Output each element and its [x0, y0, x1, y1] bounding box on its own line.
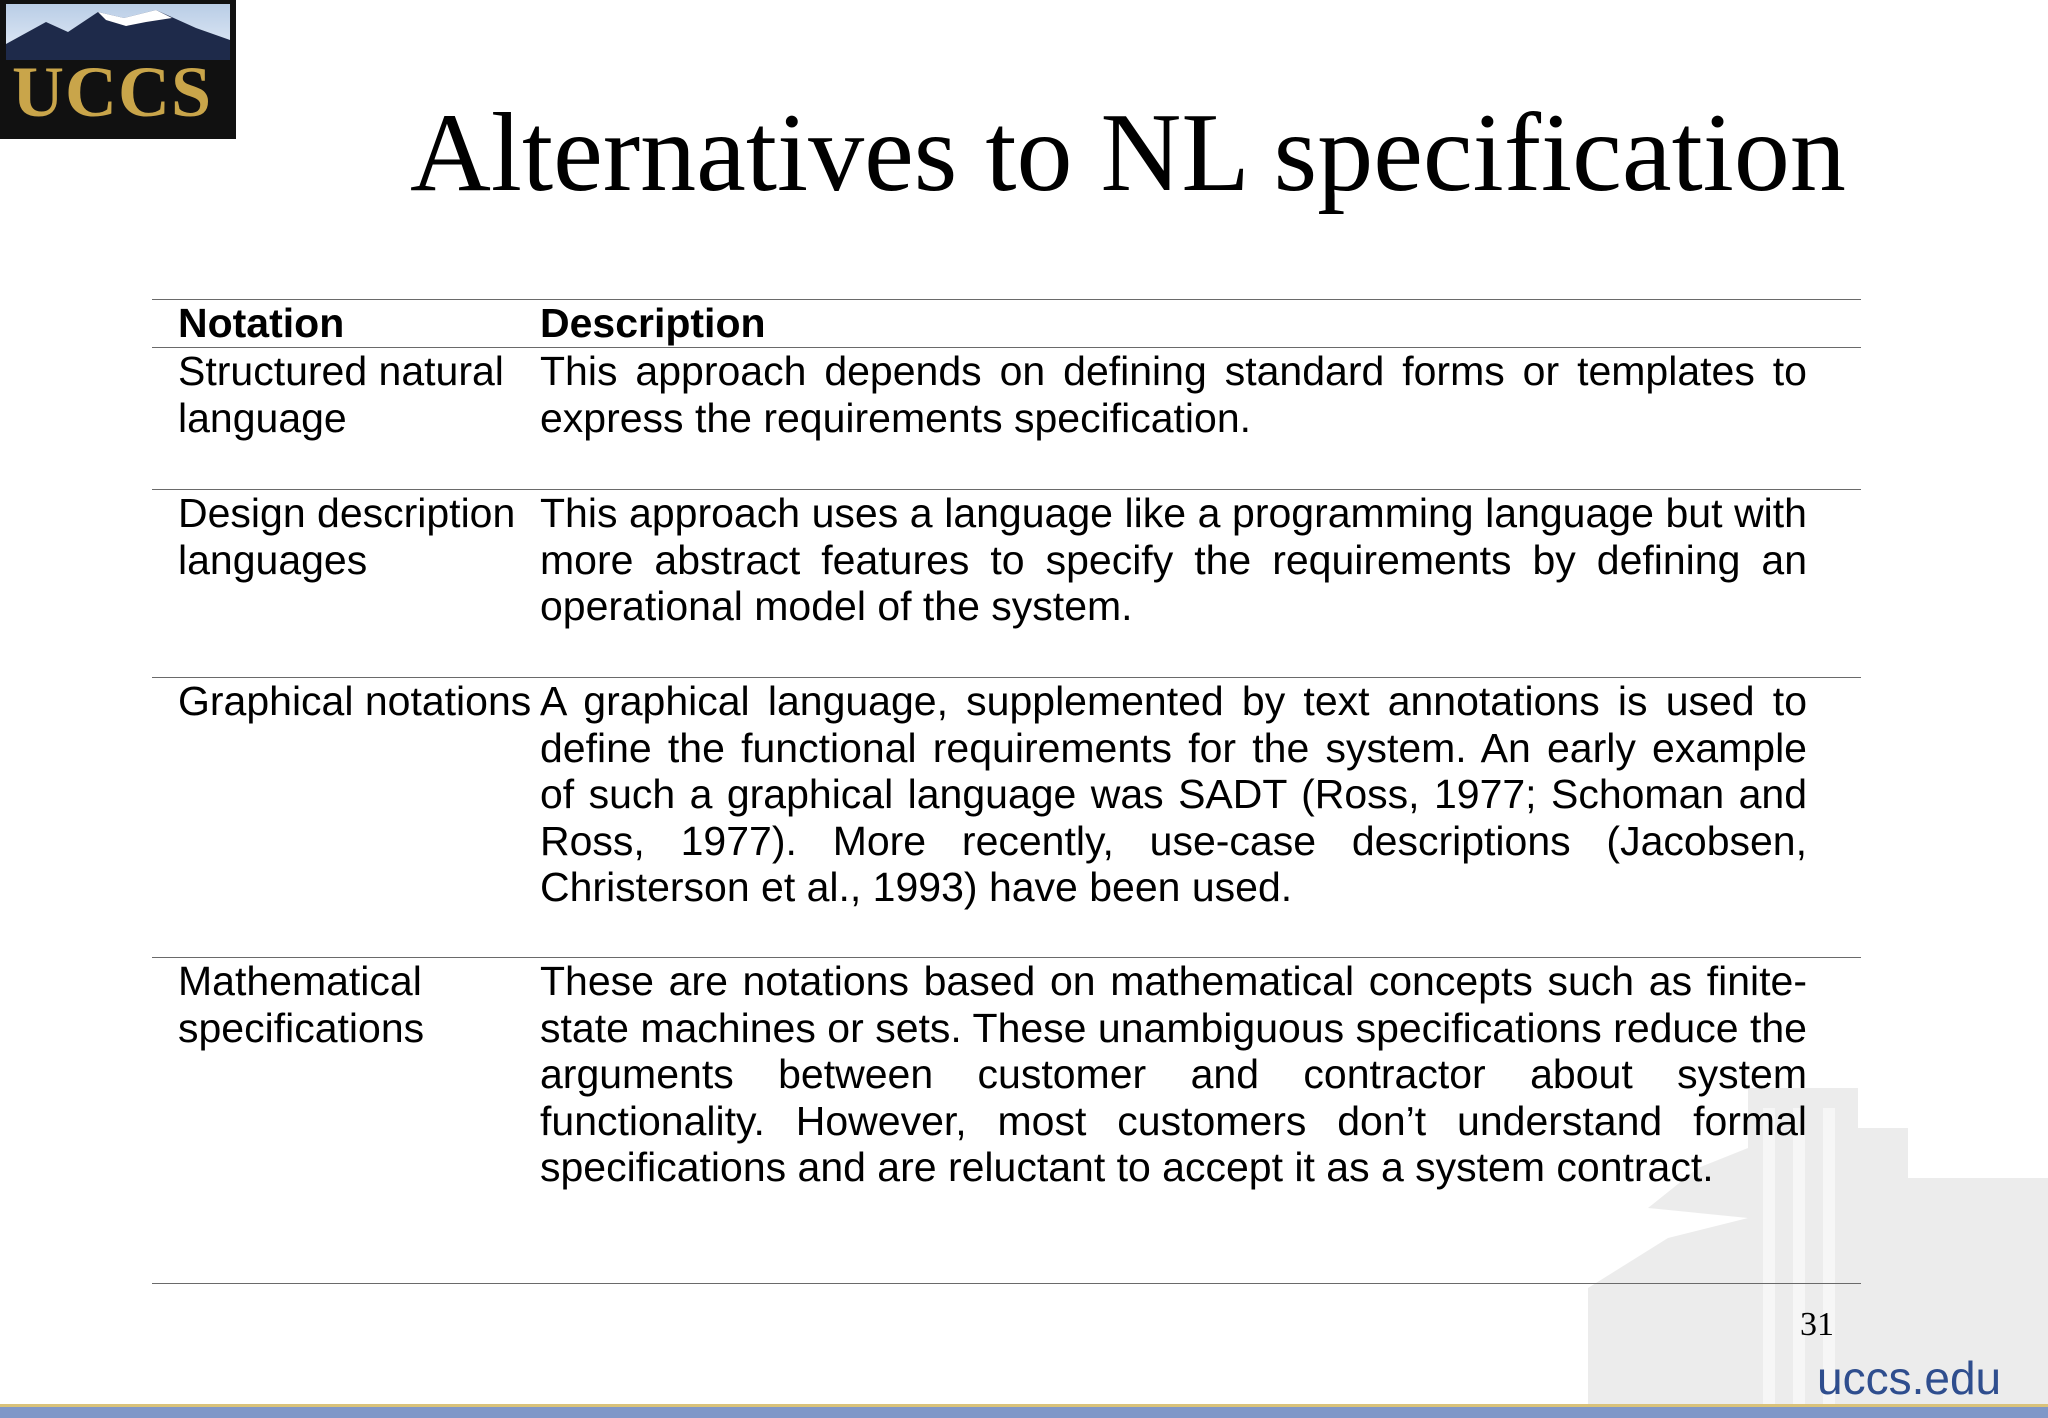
header-description: Description	[540, 300, 766, 346]
table-row	[152, 490, 1861, 677]
description-cell: These are notations based on mathematical concepts such as finite-state machines or sets. These unambiguous specifications reduce the arguments between customer and contractor about system functionality. However, most customers don’t understand formal specifications and are reluctant to accept it as a system contract.	[540, 958, 1807, 1190]
bottom-bar	[0, 1404, 2048, 1418]
description-cell: A graphical language, supplemented by text annotations is used to define the functional requirements for the system. An early example of such a graphical language was SADT (Ross, 1977; Schoman and Ross, 1977). More recently, use-case descriptions (Jacobsen, Christerson et al., 1993) have been used.	[540, 678, 1807, 910]
logo-text: UCCS	[12, 52, 213, 132]
notation-cell: Design description languages	[178, 490, 516, 583]
notation-cell: Mathematical specifications	[178, 958, 425, 1051]
table-header-row	[152, 300, 1861, 347]
notation-table	[152, 299, 1861, 1284]
description-cell: This approach depends on defining standard forms or templates to express the requirements specification.	[540, 348, 1807, 441]
header-notation: Notation	[178, 300, 345, 346]
table-row	[152, 958, 1861, 1283]
description-cell: This approach uses a language like a programming language but with more abstract features to specify the requirements by defining an operational model of the system.	[540, 490, 1807, 629]
slide-title: Alternatives to NL specification	[410, 91, 1846, 215]
notation-cell: Structured natural language	[178, 348, 504, 441]
table-rule	[152, 1283, 1861, 1284]
table-row	[152, 348, 1861, 489]
notation-cell: Graphical notations	[178, 678, 532, 724]
website-label: uccs.edu	[1817, 1352, 2002, 1404]
page-number: 31	[1800, 1306, 1834, 1343]
uccs-logo	[0, 0, 236, 139]
table-row	[152, 678, 1861, 957]
